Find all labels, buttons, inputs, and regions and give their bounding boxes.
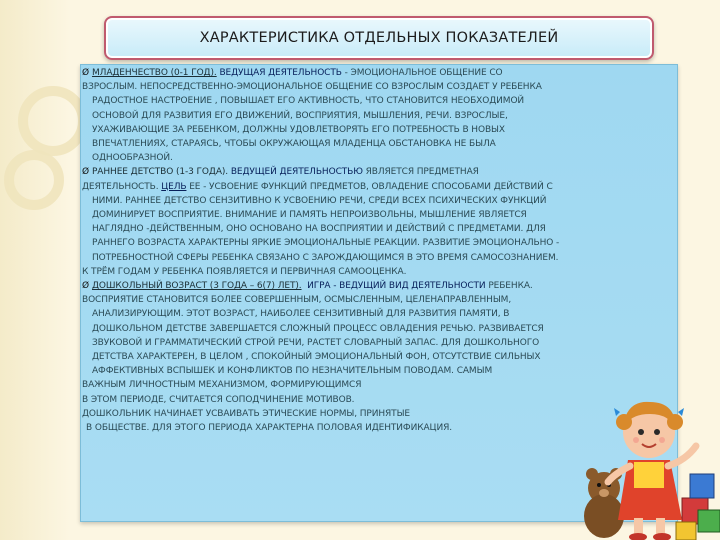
title-banner (104, 16, 654, 60)
text-line: ДОШКОЛЬНОМ ДЕТСТВЕ ЗАВЕРШАЕТСЯ СЛОЖНЫЙ ПРОЦЕСС ОВЛАДЕНИЯ РЕЧЬЮ. РАЗВИВАЕТСЯ (92, 323, 544, 334)
section-infancy (82, 66, 642, 80)
text-line: АНАЛИЗИРУЮЩИМ. ЭТОТ ВОЗРАСТ, НАИБОЛЕЕ СЕНЗИТИВНЫЙ ДЛЯ РАЗВИТИЯ ПАМЯТИ, В (92, 309, 510, 320)
text-line: ВОСПРИЯТИЕ СТАНОВИТСЯ БОЛЕЕ СОВЕРШЕННЫМ, ОСМЫСЛЕННЫМ, ЦЕЛЕНАПРАВЛЕННЫМ, (82, 295, 512, 306)
text-line: К ТРЁМ ГОДАМ У РЕБЕНКА ПОЯВЛЯЕТСЯ И ПЕРВИЧНАЯ САМООЦЕНКА. (82, 266, 407, 277)
section-heading: МЛАДЕНЧЕСТВО (0-1 ГОД). (91, 68, 217, 78)
section-heading: ДОШКОЛЬНЫЙ ВОЗРАСТ (3 ГОДА – 6(7) ЛЕТ). (91, 281, 302, 292)
section-heading: РАННЕЕ ДЕТСТВО (1-3 ГОДА). (91, 167, 229, 178)
lead-label: ИГРА - ВЕДУЩИЙ ВИД ДЕЯТЕЛЬНОСТИ (307, 281, 486, 292)
section-early-childhood (82, 165, 642, 179)
text-line: ОСНОВОЙ ДЛЯ РАЗВИТИЯ ЕГО ДВИЖЕНИЙ, ВОСПРИЯТИЯ, МЫШЛЕНИЯ, РЕЧИ. ВЗРОСЛЫЕ, (92, 110, 508, 121)
goal-label: ЦЕЛЬ (161, 181, 187, 192)
body-text (82, 66, 642, 435)
text-line: В ОБЩЕСТВЕ. ДЛЯ ЭТОГО ПЕРИОДА ХАРАКТЕРНА ПОЛОВАЯ ИДЕНТИФИКАЦИЯ. (86, 423, 452, 434)
lead-label: ВЕДУЩЕЙ ДЕЯТЕЛЬНОСТЬЮ (230, 167, 363, 178)
bullet-arrow-icon: Ø (82, 281, 89, 292)
bullet-arrow-icon: Ø (82, 68, 89, 78)
lead-label: ВЕДУЩАЯ ДЕЯТЕЛЬНОСТЬ (219, 68, 342, 78)
text-line: ДЕТСТВА ХАРАКТЕРЕН, В ЦЕЛОМ , СПОКОЙНЫЙ ЭМОЦИОНАЛЬНЫЙ ФОН, ОТСУТСТВИЕ СИЛЬНЫХ (92, 352, 541, 363)
text-line: РАДОСТНОЕ НАСТРОЕНИЕ , ПОВЫШАЕТ ЕГО АКТИВНОСТЬ, ЧТО СТАНОВИТСЯ НЕОБХОДИМОЙ (92, 96, 525, 107)
section-preschool (82, 279, 642, 293)
text-line: РАННЕГО ВОЗРАСТА ХАРАКТЕРНЫ ЯРКИЕ ЭМОЦИОНАЛЬНЫЕ РЕАКЦИИ. РАЗВИТИЕ ЭМОЦИОНАЛЬНО - (92, 238, 560, 249)
text-line: ВАЖНЫМ ЛИЧНОСТНЫМ МЕХАНИЗМОМ, ФОРМИРУЮЩИМСЯ (82, 380, 362, 391)
text-line: ВПЕЧАТЛЕНИЯХ, СТАРАЯСЬ, ЧТОБЫ ОКРУЖАЮЩАЯ МЛАДЕНЦА ОБСТАНОВКА НЕ БЫЛА (92, 139, 496, 150)
lead-text: - ЭМОЦИОНАЛЬНОЕ ОБЩЕНИЕ СО (341, 68, 503, 78)
page-title: ХАРАКТЕРИСТИКА ОТДЕЛЬНЫХ ПОКАЗАТЕЛЕЙ (199, 30, 559, 46)
text-line: НИМИ. РАННЕЕ ДЕТСТВО СЕНЗИТИВНО К УСВОЕНИЮ РЕЧИ, СРЕДИ ВСЕХ ПСИХИЧЕСКИХ ФУНКЦИЙ (92, 195, 547, 206)
girl-with-toys-illustration (578, 370, 720, 540)
text-line: ДОШКОЛЬНИК НАЧИНАЕТ УСВАИВАТЬ ЭТИЧЕСКИЕ НОРМЫ, ПРИНЯТЫЕ (82, 408, 411, 419)
line-prefix: ДЕЯТЕЛЬНОСТЬ. (82, 181, 159, 192)
decorative-circle (18, 86, 88, 156)
text-line (82, 180, 642, 194)
text-line: НАГЛЯДНО -ДЕЙСТВЕННЫМ, ОНО ОСНОВАНО НА ВОСПРИЯТИИ И ДЕЙСТВИЙ С ПРЕДМЕТАМИ. ДЛЯ (92, 224, 546, 235)
text-line: ВЗРОСЛЫМ. НЕПОСРЕДСТВЕННО-ЭМОЦИОНАЛЬНОЕ ОБЩЕНИЕ СО ВЗРОСЛЫМ СОЗДАЕТ У РЕБЕНКА (82, 82, 542, 93)
text-line: УХАЖИВАЮЩИЕ ЗА РЕБЕНКОМ, ДОЛЖНЫ УДОВЛЕТВОРЯТЬ ЕГО ПОТРЕБНОСТЬ В НОВЫХ (92, 124, 505, 135)
background-stripe (0, 0, 70, 540)
text-line: ЗВУКОВОЙ И ГРАММАТИЧЕСКИЙ СТРОЙ РЕЧИ, РАСТЕТ СЛОВАРНЫЙ ЗАПАС. ДЛЯ ДОШКОЛЬНОГО (92, 337, 540, 348)
line-rest: ЕЕ - УСВОЕНИЕ ФУНКЦИЙ ПРЕДМЕТОВ, ОВЛАДЕНИЕ СПОСОБАМИ ДЕЙСТВИЙ С (186, 181, 553, 192)
lead-text: ЯВЛЯЕТСЯ ПРЕДМЕТНАЯ (362, 167, 479, 178)
text-line: АФФЕКТИВНЫХ ВСПЫШЕК И КОНФЛИКТОВ ПО НЕЗНАЧИТЕЛЬНЫМ ПОВОДАМ. САМЫМ (92, 366, 493, 377)
text-line: ОДНООБРАЗНОЙ. (92, 153, 173, 164)
text-line: В ЭТОМ ПЕРИОДЕ, СЧИТАЕТСЯ СОПОДЧИНЕНИЕ МОТИВОВ. (82, 394, 355, 405)
text-line: ДОМИНИРУЕТ ВОСПРИЯТИЕ. ВНИМАНИЕ И ПАМЯТЬ НЕПРОИЗВОЛЬНЫ, МЫШЛЕНИЕ ЯВЛЯЕТСЯ (92, 210, 527, 221)
lead-text: РЕБЕНКА. (485, 281, 533, 292)
bullet-arrow-icon: Ø (82, 167, 89, 178)
decorative-circle (4, 150, 64, 210)
text-line: ПОТРЕБНОСТНОЙ СФЕРЫ РЕБЕНКА СВЯЗАНО С ЗАРОЖДАЮЩИМСЯ В ЭТО ВРЕМЯ САМОСОЗНАНИЕМ. (92, 252, 559, 263)
